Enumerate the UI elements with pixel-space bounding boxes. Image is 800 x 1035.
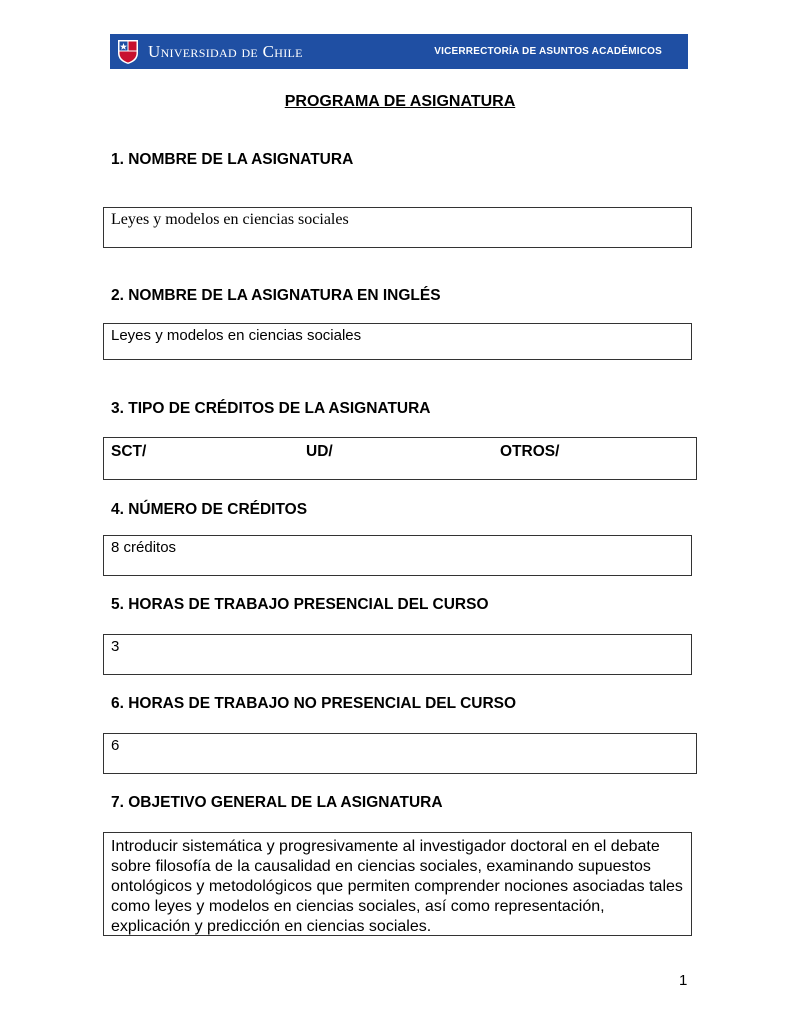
general-objective-field: Introducir sistemática y progresivamente al investigador doctoral en el debate sobre filosofía de la causalidad en ciencias sociales, examinando supuestos ontológicos y metodológicos que permiten comprender nociones asociadas tales como leyes y modelos en ciencias sociales, así como representación, explicación y predicción en ciencias sociales. [103, 832, 692, 936]
credit-type-sct: SCT/ [111, 443, 147, 460]
section-1-heading: 1. NOMBRE DE LA ASIGNATURA [111, 151, 354, 168]
presential-hours-field: 3 [103, 634, 692, 675]
section-7-heading: 7. OBJETIVO GENERAL DE LA ASIGNATURA [111, 794, 443, 811]
section-3-heading: 3. TIPO DE CRÉDITOS DE LA ASIGNATURA [111, 400, 431, 417]
page-number: 1 [679, 972, 688, 989]
section-4-heading: 4. NÚMERO DE CRÉDITOS [111, 501, 308, 518]
credit-type-ud: UD/ [306, 443, 333, 460]
section-6-heading: 6. HORAS DE TRABAJO NO PRESENCIAL DEL CURSO [111, 695, 517, 712]
section-5-heading: 5. HORAS DE TRABAJO PRESENCIAL DEL CURSO [111, 596, 489, 613]
vicerrectoria-label: VICERRECTORÍA DE ASUNTOS ACADÉMICOS [434, 46, 662, 57]
header-banner [110, 34, 688, 69]
course-name-field: Leyes y modelos en ciencias sociales [103, 207, 692, 248]
credits-number-field: 8 créditos [103, 535, 692, 576]
document-title: PROGRAMA DE ASIGNATURA [284, 93, 516, 110]
credit-type-otros: OTROS/ [500, 443, 560, 460]
credit-type-field [103, 437, 697, 480]
course-name-english-field: Leyes y modelos en ciencias sociales [103, 323, 692, 360]
non-presential-hours-field: 6 [103, 733, 697, 774]
university-name: Universidad de Chile [148, 42, 303, 61]
university-crest-icon [116, 38, 140, 65]
section-2-heading: 2. NOMBRE DE LA ASIGNATURA EN INGLÉS [111, 287, 441, 304]
